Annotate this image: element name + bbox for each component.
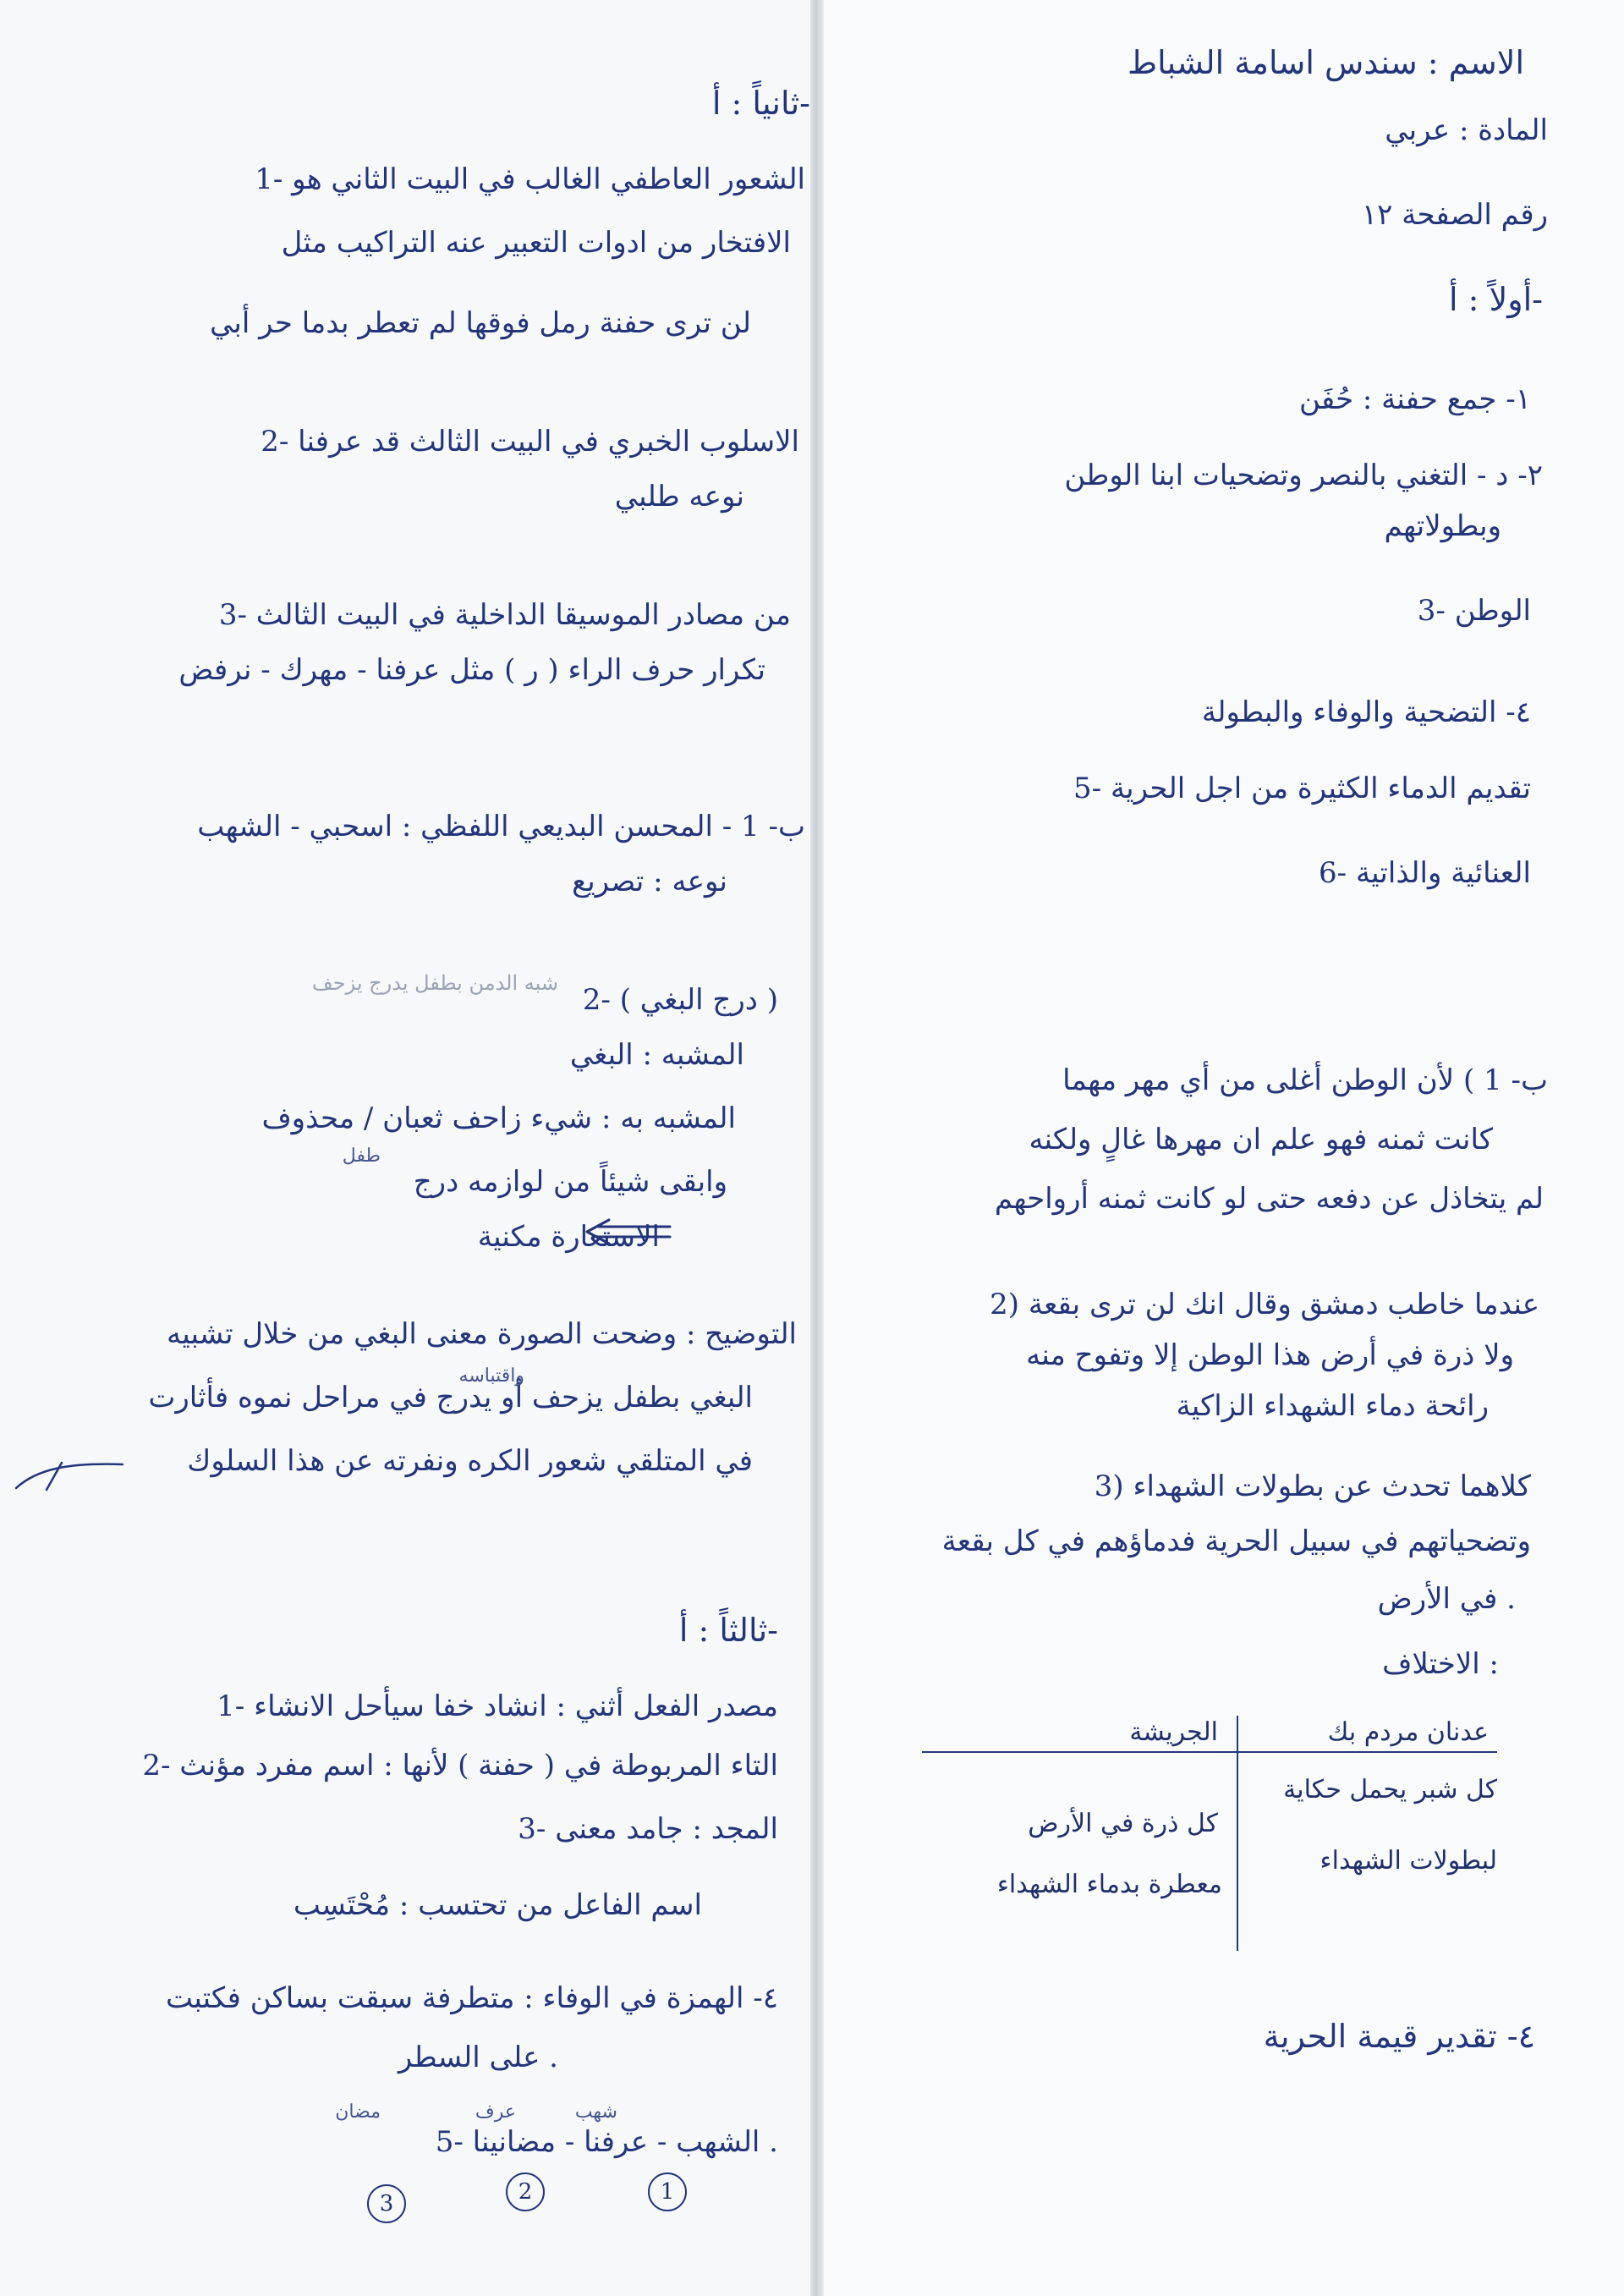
circled-number: 3 — [367, 2184, 406, 2223]
answer-item: المشبه به : شيء زاحف ثعبان / محذوف — [261, 1101, 736, 1135]
answer-item: البغي بطفل يزحف أو يدرج في مراحل نموه فأثارت — [148, 1381, 753, 1414]
part-b-line: رائحة دماء الشهداء الزاكية — [1176, 1389, 1489, 1423]
answer-item: في المتلقي شعور الكره ونفرته عن هذا السلوك — [187, 1444, 753, 1478]
section-title-second: ثانياً : أ- — [711, 85, 810, 122]
annotation: واقتباسه — [458, 1365, 524, 1387]
section-title-first: أولاً : أ- — [1449, 281, 1543, 318]
annotation: مضان — [335, 2101, 381, 2123]
answer-item: على السطر . — [398, 2041, 558, 2074]
answer-item: تكرار حرف الراء ( ر ) مثل عرفنا - مهرك - نرفض — [178, 653, 765, 687]
page-fold — [810, 0, 824, 2296]
answer-item: 2- الاسلوب الخبري في البيت الثالث قد عرفنا — [261, 425, 799, 459]
answer-item: 2- التاء المربوطة في ( حفنة ) لأنها : اسم مفرد مؤنث — [142, 1749, 778, 1782]
annotation: شهب — [574, 2101, 617, 2123]
answer-item: وبطولاتهم — [1384, 509, 1501, 543]
section-title-third: ثالثاً : أ- — [678, 1612, 778, 1649]
table-column-rule — [1237, 1716, 1238, 1951]
answer-item: المشبه : البغي — [569, 1038, 744, 1072]
annotation: طفل — [342, 1145, 381, 1167]
part-b-line: كانت ثمنه فهو علم ان مهرها غالٍ ولكنه — [1029, 1123, 1493, 1156]
part-b-line: ولا ذرة في أرض هذا الوطن إلا وتفوح منه — [1026, 1338, 1514, 1372]
answer-item: التوضيح : وضحت الصورة معنى البغي من خلال تشبيه — [167, 1317, 797, 1351]
answer-item: 6- العنائية والذاتية — [1319, 856, 1531, 890]
scribble-mark — [13, 1459, 127, 1493]
table-header: عدنان مردم بك — [1327, 1717, 1489, 1747]
part-b-line: في الأرض . — [1377, 1582, 1516, 1616]
answer-item: 3- المجد : جامد معنى — [518, 1812, 778, 1846]
answer-item: 2- ( درج البغي ) — [582, 983, 778, 1017]
circled-number: 1 — [648, 2172, 687, 2211]
answer-item: اسم الفاعل من تحتسب : مُحْتَسِب — [293, 1888, 702, 1922]
answer-item: 3- الوطن — [1417, 594, 1531, 628]
part-b-line: 3) كلاهما تحدث عن بطولات الشهداء — [1094, 1469, 1531, 1503]
part-b-line: وتضحياتهم في سبيل الحرية فدماؤهم في كل بقعة — [941, 1524, 1531, 1558]
table-cell: لبطولات الشهداء — [1320, 1846, 1497, 1876]
answer-item: الاستعارة مكنية — [477, 1220, 660, 1254]
part-b-line: 2) عندما خاطب دمشق وقال انك لن ترى بقعة — [990, 1288, 1539, 1321]
table-cell: كل شبر يحمل حكاية — [1283, 1775, 1497, 1804]
answer-item: ٤- الهمزة في الوفاء : متطرفة سبقت بساكن فكتبت — [165, 1981, 778, 2015]
answer-item: لن ترى حفنة رمل فوقها لم تعطر بدما حر أبي — [210, 306, 751, 340]
answer-item: الافتخار من ادوات التعبير عنه التراكيب مثل — [281, 226, 791, 260]
answer-item: 5- تقديم الدماء الكثيرة من اجل الحرية — [1073, 772, 1531, 805]
annotation: عرف — [475, 2101, 516, 2123]
answer-item: ٤- التضحية والوفاء والبطولة — [1201, 695, 1531, 729]
answer-item: نوعه : تصريع — [572, 865, 727, 898]
subject-line: المادة : عربي — [1385, 113, 1548, 147]
answer-item: 3- من مصادر الموسيقا الداخلية في البيت الثالث — [218, 598, 791, 632]
circled-number: 2 — [506, 2172, 545, 2211]
part-b-line: ب- 1 ) لأن الوطن أغلى من أي مهر مهما — [1062, 1063, 1548, 1097]
answer-item: نوعه طلبي — [614, 480, 744, 514]
answer-item: ١- جمع حفنة : حُفَن — [1298, 382, 1531, 416]
table-cell: معطرة بدماء الشهداء — [996, 1870, 1222, 1899]
faded-note: شبه الدمن بطفل يدرج يزحف — [311, 971, 558, 995]
part-b-line: لم يتخاذل عن دفعه حتى لو كانت ثمنه أرواحهم — [994, 1182, 1544, 1216]
answer-item: ب- 1 - المحسن البديعي اللفظي : اسحبي - الشهب — [197, 810, 805, 843]
name-line: الاسم : سندس اسامة الشباط — [1127, 44, 1524, 81]
comparison-table — [922, 1716, 1497, 1951]
table-header-rule — [922, 1751, 1497, 1753]
difference-label: الاختلاف : — [1382, 1647, 1499, 1681]
answer-item: وابقى شيئاً من لوازمه درج — [413, 1165, 727, 1199]
table-header: الجريشة — [1129, 1717, 1218, 1747]
answer-item: 1- الشعور العاطفي الغالب في البيت الثاني هو — [255, 162, 805, 196]
answer-item: 1- مصدر الفعل أثني : انشاد خفا سيأحل الانشاء — [217, 1689, 778, 1723]
answer-item: ٤- تقدير قيمة الحرية — [1263, 2018, 1535, 2055]
table-cell: كل ذرة في الأرض — [1028, 1809, 1218, 1838]
answer-item: 5- الشهب - عرفنا - مضانينا . — [435, 2125, 778, 2159]
answer-item: ٢- د - التغني بالنصر وتضحيات ابنا الوطن — [1064, 459, 1543, 492]
page-number-line: رقم الصفحة ١٢ — [1361, 198, 1548, 232]
arrow-icon — [582, 1218, 673, 1245]
